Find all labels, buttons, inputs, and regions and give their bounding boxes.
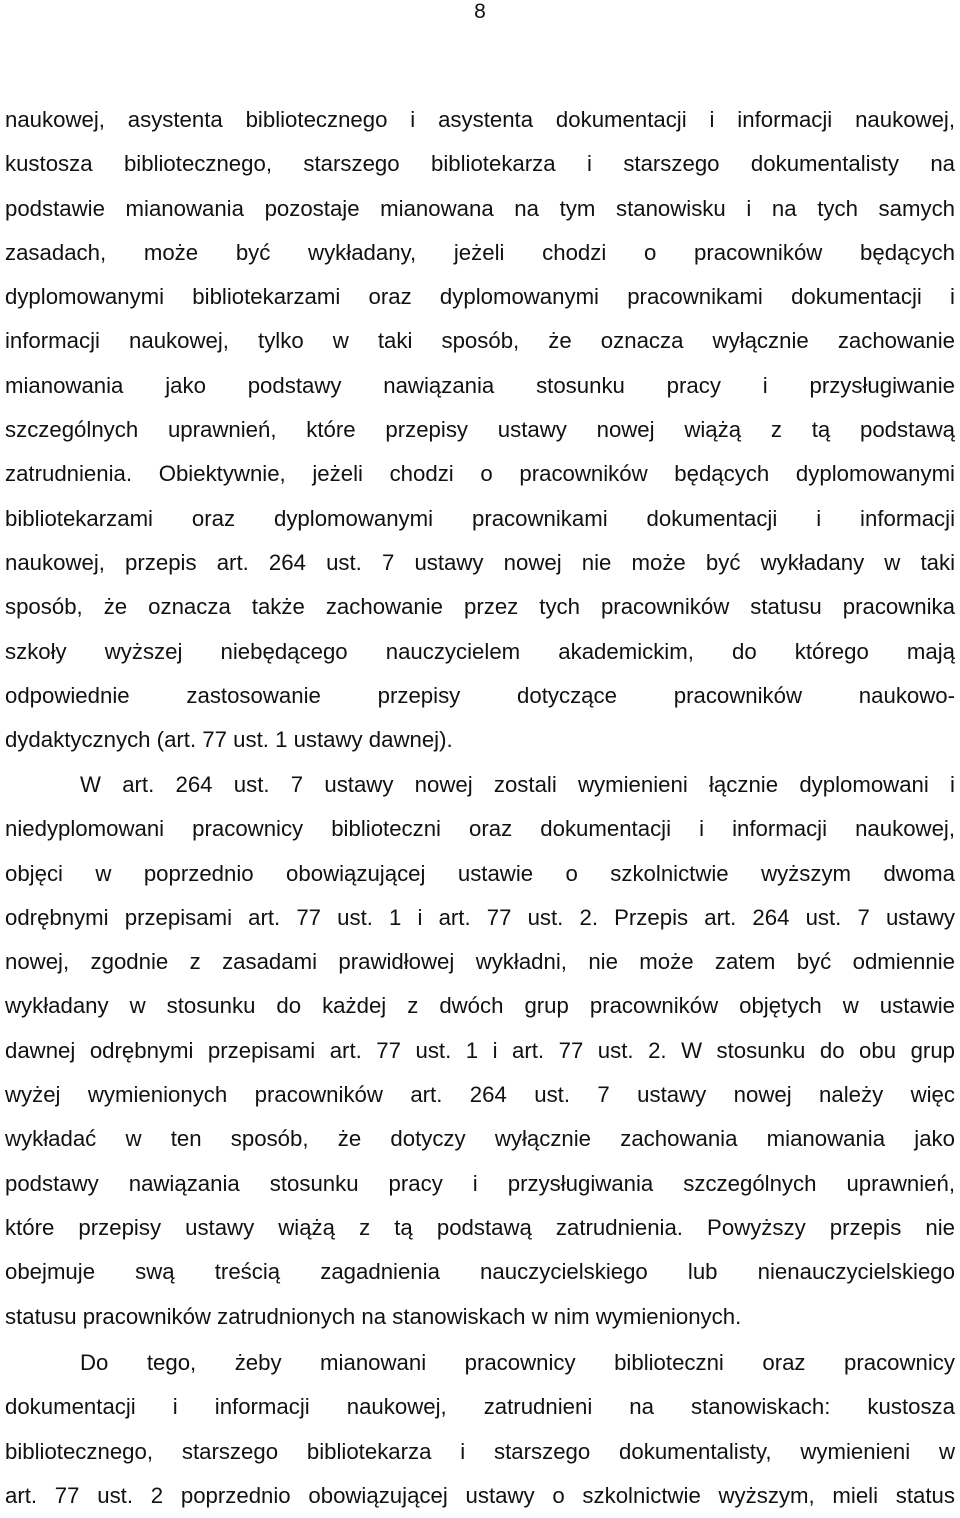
- text-line: W art. 264 ust. 7 ustawy nowej zostali wymienieni łącznie dyplomowani i: [80, 772, 955, 797]
- text-line: naukowej, przepis art. 264 ust. 7 ustawy nowej nie może być wykładany w taki: [5, 549, 955, 575]
- text-line: szczególnych uprawnień, które przepisy ustawy nowej wiążą z tą podstawą: [5, 417, 955, 443]
- text-line: zasadach, może być wykładany, jeżeli chodzi o pracowników będących: [5, 239, 955, 265]
- text-line: dokumentacji i informacji naukowej, zatrudnieni na stanowiskach: kustosza: [5, 1394, 955, 1420]
- text-line: naukowej, asystenta bibliotecznego i asystenta dokumentacji i informacji naukowej,: [5, 107, 955, 132]
- text-line: objęci w poprzednio obowiązującej ustawie o szkolnictwie wyższym dwoma: [5, 860, 955, 886]
- text-line: wykładany w stosunku do każdej z dwóch grup pracowników objętych w ustawie: [5, 993, 955, 1019]
- paragraph-1: [5, 98, 955, 762]
- text-line: statusu pracowników zatrudnionych na stanowiskach w nim wymienionych.: [5, 1303, 742, 1329]
- text-line: nowej, zgodnie z zasadami prawidłowej wykładni, nie może zatem być odmiennie: [5, 949, 955, 975]
- text-line: wyżej wymienionych pracowników art. 264 ust. 7 ustawy nowej należy więc: [5, 1082, 955, 1108]
- text-line: dyplomowanymi bibliotekarzami oraz dyplomowanymi pracownikami dokumentacji i: [5, 284, 955, 310]
- text-line: które przepisy ustawy wiążą z tą podstawą zatrudnienia. Powyższy przepis nie: [5, 1214, 955, 1240]
- text-line: podstawy nawiązania stosunku pracy i przysługiwania szczególnych uprawnień,: [5, 1170, 955, 1196]
- text-line: wykładać w ten sposób, że dotyczy wyłącznie zachowania mianowania jako: [5, 1126, 955, 1152]
- text-line: zatrudnienia. Obiektywnie, jeżeli chodzi o pracowników będących dyplomowanymi: [5, 461, 955, 487]
- text-line: dawnej odrębnymi przepisami art. 77 ust. 1 i art. 77 ust. 2. W stosunku do obu grup: [5, 1037, 955, 1063]
- text-line: bibliotekarzami oraz dyplomowanymi pracownikami dokumentacji i informacji: [5, 505, 955, 531]
- text-line: odrębnymi przepisami art. 77 ust. 1 i art. 77 ust. 2. Przepis art. 264 ust. 7 ustawy: [5, 904, 955, 930]
- text-line: szkoły wyższej niebędącego nauczycielem akademickim, do którego mają: [5, 638, 955, 664]
- paragraph-2: [5, 763, 955, 1339]
- text-line: podstawie mianowania pozostaje mianowana na tym stanowisku i na tych samych: [5, 195, 955, 221]
- text-line: bibliotecznego, starszego bibliotekarza i starszego dokumentalisty, wymienieni w: [5, 1438, 955, 1464]
- text-line: sposób, że oznacza także zachowanie przez tych pracowników statusu pracownika: [5, 594, 955, 620]
- text-line: obejmuje swą treścią zagadnienia nauczycielskiego lub nienauczycielskiego: [5, 1259, 955, 1285]
- text-line: odpowiednie zastosowanie przepisy dotyczące pracowników naukowo-: [5, 682, 955, 708]
- text-line: informacji naukowej, tylko w taki sposób, że oznacza wyłącznie zachowanie: [5, 328, 955, 354]
- text-line: dydaktycznych (art. 77 ust. 1 ustawy dawnej).: [5, 727, 453, 753]
- text-line: mianowania jako podstawy nawiązania stosunku pracy i przysługiwanie: [5, 372, 955, 398]
- text-line: Do tego, żeby mianowani pracownicy biblioteczni oraz pracownicy: [80, 1350, 955, 1375]
- paragraph-3: [5, 1341, 955, 1518]
- text-line: niedyplomowani pracownicy biblioteczni oraz dokumentacji i informacji naukowej,: [5, 816, 955, 842]
- text-line: art. 77 ust. 2 poprzednio obowiązującej ustawy o szkolnictwie wyższym, mieli status: [5, 1482, 955, 1508]
- page-number: 8: [474, 0, 486, 23]
- text-line: kustosza bibliotecznego, starszego bibliotekarza i starszego dokumentalisty na: [5, 151, 955, 177]
